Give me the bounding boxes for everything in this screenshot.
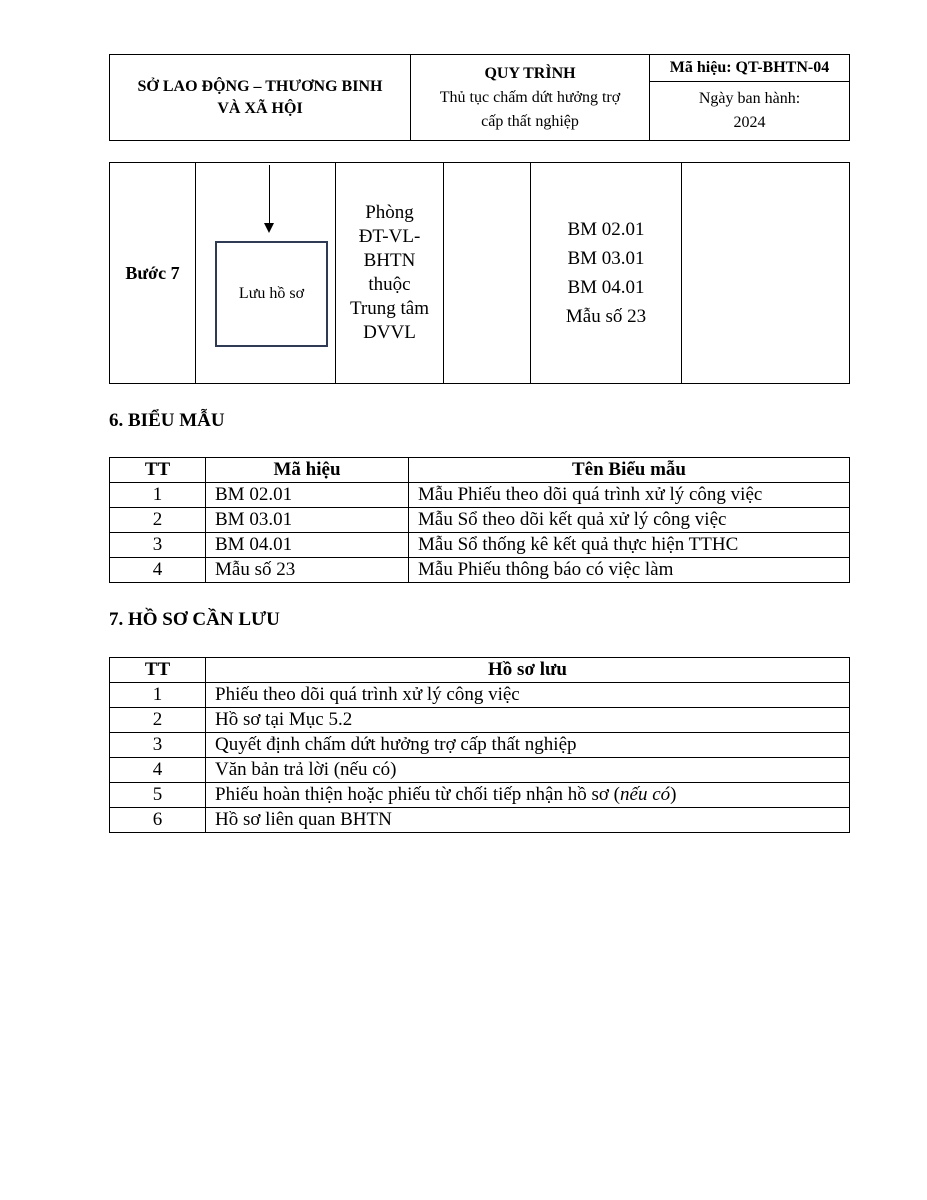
form-name: Mẫu Sổ thống kê kết quả thực hiện TTHC (409, 533, 850, 558)
issue-date-cell (650, 82, 850, 141)
document-code: Mã hiệu: QT-BHTN-04 (650, 55, 850, 82)
form-name: Mẫu Sổ theo dõi kết quả xử lý công việc (409, 508, 850, 533)
issue-date-label: Ngày ban hành: (698, 90, 801, 107)
table-row (110, 808, 850, 833)
organization-name (110, 55, 411, 141)
issue-date-value: 2024 (733, 114, 766, 131)
dept-line: Phòng (365, 202, 414, 223)
flow-arrow-line (269, 165, 270, 227)
row-number: 3 (110, 733, 206, 758)
forms-cell (531, 163, 682, 384)
column-header-tt: TT (110, 458, 206, 483)
table-row (110, 533, 850, 558)
record-name: Hồ sơ tại Mục 5.2 (206, 708, 850, 733)
flowchart-cell (196, 163, 336, 384)
org-line-2: VÀ XÃ HỘI (217, 99, 303, 117)
empty-cell (444, 163, 531, 384)
dept-line: DVVL (363, 322, 416, 343)
document-header (109, 54, 850, 141)
dept-line: Trung tâm (349, 298, 429, 319)
record-name: Phiếu theo dõi quá trình xử lý công việc (206, 683, 850, 708)
row-number: 4 (110, 558, 206, 583)
form-code: Mẫu số 23 (206, 558, 409, 583)
table-row (110, 683, 850, 708)
procedure-name-line-2: cấp thất nghiệp (481, 112, 579, 130)
record-name: Văn bản trả lời (nếu có) (206, 758, 850, 783)
record-name: Hồ sơ liên quan BHTN (206, 808, 850, 833)
form-name: Mẫu Phiếu theo dõi quá trình xử lý công việc (409, 483, 850, 508)
responsible-department (336, 163, 444, 384)
procedure-title: QUY TRÌNH (484, 64, 576, 82)
flowchart-box (215, 241, 328, 347)
form-code: BM 03.01 (206, 508, 409, 533)
procedure-name-line-1: Thủ tục chấm dứt hưởng trợ (439, 88, 621, 106)
procedure-title-cell (411, 55, 650, 141)
table-row (110, 558, 850, 583)
column-header-form-name: Tên Biểu mẫu (409, 458, 850, 483)
org-line-1: SỞ LAO ĐỘNG – THƯƠNG BINH (137, 77, 383, 95)
row-number: 2 (110, 708, 206, 733)
table-row (110, 733, 850, 758)
dept-line: BHTN (363, 250, 416, 271)
forms-table (109, 457, 850, 583)
row-number: 1 (110, 483, 206, 508)
row-number: 6 (110, 808, 206, 833)
table-row (110, 783, 850, 808)
table-row (110, 508, 850, 533)
row-number: 2 (110, 508, 206, 533)
table-row (110, 708, 850, 733)
record-name: Quyết định chấm dứt hưởng trợ cấp thất nghiệp (206, 733, 850, 758)
column-header-tt: TT (110, 658, 206, 683)
form-code: BM 04.01 (567, 277, 645, 298)
row-number: 3 (110, 533, 206, 558)
arrow-down-icon (264, 223, 274, 233)
dept-line: thuộc (368, 274, 411, 295)
dept-line: ĐT-VL- (358, 226, 421, 247)
row-number: 1 (110, 683, 206, 708)
form-code: Mẫu số 23 (565, 306, 647, 327)
form-code: BM 02.01 (567, 219, 645, 240)
record-italic-note: nếu có (620, 784, 671, 805)
empty-cell (682, 163, 850, 384)
step-table (109, 162, 850, 384)
table-row (110, 483, 850, 508)
record-name (206, 783, 850, 808)
record-text: Phiếu hoàn thiện hoặc phiếu từ chối tiếp nhận hồ sơ ( (215, 784, 621, 805)
flowchart-box-label: Lưu hồ sơ (238, 285, 305, 302)
column-header-record: Hồ sơ lưu (206, 658, 850, 683)
step-label: Bước 7 (110, 163, 196, 384)
form-name: Mẫu Phiếu thông báo có việc làm (409, 558, 850, 583)
row-number: 5 (110, 783, 206, 808)
table-row (110, 758, 850, 783)
section-6-heading: 6. BIỂU MẪU (109, 410, 225, 431)
row-number: 4 (110, 758, 206, 783)
form-code: BM 04.01 (206, 533, 409, 558)
section-7-heading: 7. HỒ SƠ CẦN LƯU (109, 609, 280, 630)
form-code: BM 03.01 (567, 248, 645, 269)
form-code: BM 02.01 (206, 483, 409, 508)
record-text-end: ) (670, 784, 677, 805)
records-table (109, 657, 850, 833)
column-header-code: Mã hiệu (206, 458, 409, 483)
